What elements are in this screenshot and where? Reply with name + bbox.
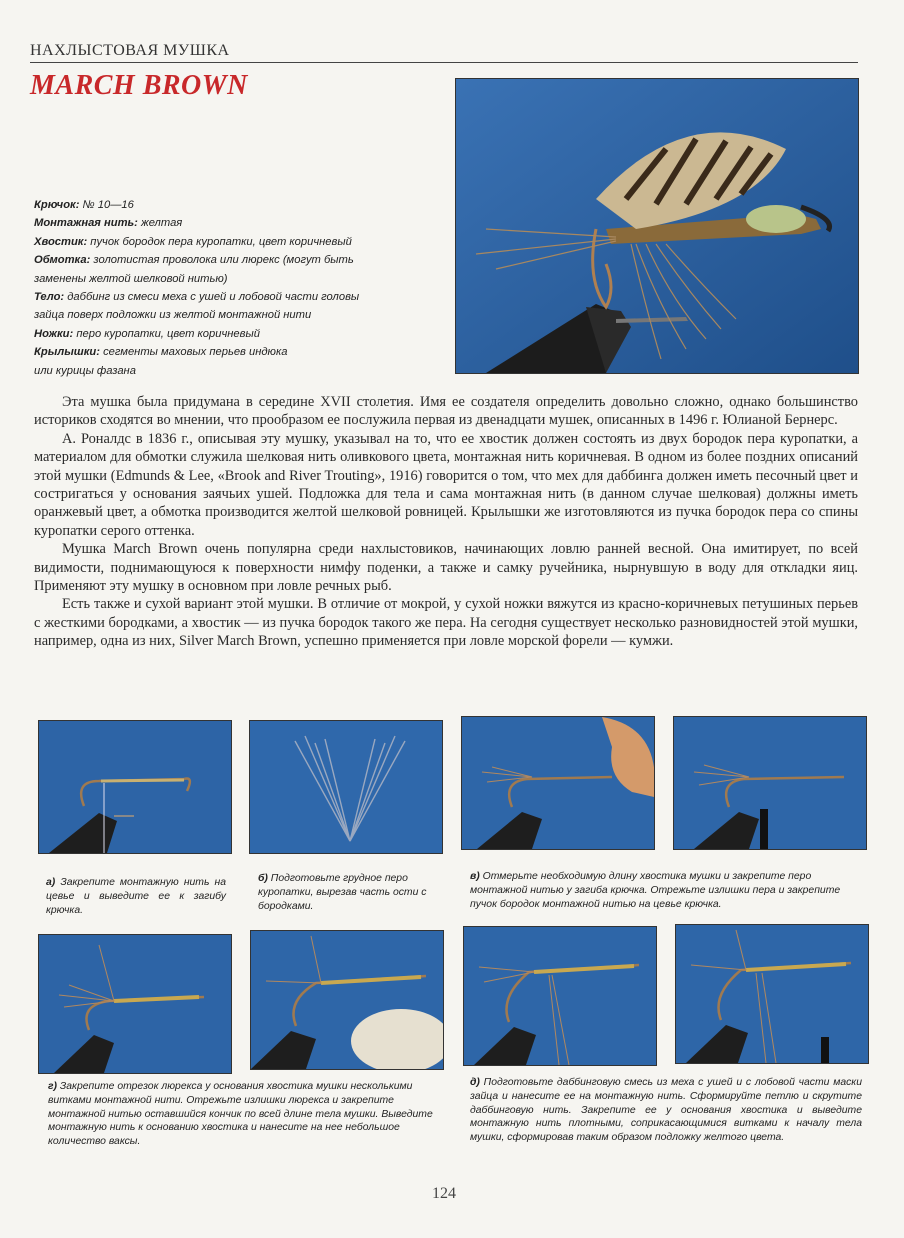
- step-photo-v: [461, 716, 655, 850]
- header-rule: [30, 62, 858, 63]
- caption-g: г) Закрепите отрезок люрекса у основания хвостика мушки несколькими витками монтажной нити. Отрежьте излишки люрекса и закрепите монтажной нитью оставшийся кончик по всей длине тела мушки. Выведите монтажную нить к основанию хвостика и нанесите на нее небольшое количество ваксы.: [48, 1081, 433, 1148]
- recipe-line-tail: Хвостик: пучок бородок пера куропатки, цвет коричневый: [34, 235, 352, 248]
- caption-v: в) Отмерьте необходимую длину хвостика мушки и закрепите перо монтажной нитью у загиба крючка. Отрежьте излишки пера и закрепите пучок бородок монтажной нитью на цевье крючка.: [470, 871, 841, 910]
- recipe-line-hook: Крючок: № 10—16: [34, 199, 134, 211]
- step-photo-a: [38, 720, 232, 854]
- article-body: [34, 393, 858, 651]
- caption-b: б) Подготовьте грудное перо куропатки, вырезав часть ости с бородками.: [258, 873, 427, 912]
- article-paragraph: А. Роналдс в 1836 г., описывая эту мушку, указывал на то, что ее хвостик должен состоять из двух бородок пера куропатки, а материалом для обмотки служила шелковая нить оливкового цвета, монтажная нить коричневая. В одном из более поздних описаний этой мушки (Edmunds & Lee, «Brook and River Trouting», 1916) говорится о том, что мех для даббинга должен иметь песочный цвет и состригаться у основания заячьих ушей. Подложка для тела и сама монтажная нить (в данном случае шелковая) должны иметь оранжевый цвет, а обмотка производится желтой шелковой ровницей. Крылышки же изготовляются из пучка бородок пера со спины куропатки серого оттенка.: [34, 430, 858, 539]
- section-label: НАХЛЫСТОВАЯ МУШКА: [30, 42, 230, 59]
- article-paragraph: Эта мушка была придумана в середине XVII столетия. Имя ее создателя определить довольно сложно, однако большинство историков сходятся во мнении, что прообразом ее послужила первая из двенадцати мушек, описанных в 1496 г. Юлианой Бернерс.: [34, 394, 858, 429]
- recipe-line-rib: Обмотка: золотистая проволока или люрекс (могут быть: [34, 254, 354, 267]
- caption-d: д) Подготовьте даббинговую смесь из меха с ушей и с лобовой части маски зайца и нанесите ее на монтажную нить. Сформируйте петлю и скрутите даббинговую нить. Закрепите ее у основания хвостика и выведите монтажную нить плотными, соприкасающимися витками к началу тела мушки, сформировав таким образом подложку желтого цвета.: [470, 1077, 862, 1144]
- recipe-line-thread: Монтажная нить: желтая: [34, 217, 183, 230]
- step-photo-d1: [463, 926, 657, 1066]
- step-photo-b: [249, 720, 443, 854]
- recipe-line-body-cont: зайца поверх подложки из желтой монтажной нити: [34, 309, 312, 322]
- article-paragraph: Есть также и сухой вариант этой мушки. В отличие от мокрой, у сухой ножки вяжутся из красно-коричневых петушиных перьев с жесткими бородками, а хвостик — из пучка бородок такого же пера. На сегодня существует несколько разновидностей этой мушки, например, одна из них, Silver March Brown, успешно применяется при ловле морской форели — кумжи.: [34, 596, 858, 650]
- caption-a: а) Закрепите монтажную нить на цевье и выведите ее к загибу крючка.: [46, 877, 226, 916]
- recipe-line-wings-cont: или курицы фазана: [34, 364, 136, 377]
- article-paragraph: Мушка March Brown очень популярна среди нахлыстовиков, начинающих ловлю ранней весной. Она имитирует, по всей видимости, поднимающуюся к поверхности нимфу поденки, а также и самку ручейника, нырнувшую в воду для откладки яиц. Применяют эту мушку в основном при ловле речных рыб.: [34, 541, 858, 595]
- recipe-line-wings: Крылышки: сегменты маховых перьев индюка: [34, 346, 288, 359]
- step-photo-v2: [673, 716, 867, 850]
- recipe-line-rib-cont: заменены желтой шелковой нитью): [34, 272, 228, 285]
- recipe-list: [34, 196, 434, 380]
- page-number: 124: [432, 1185, 456, 1202]
- hero-fly-photo: [455, 78, 859, 374]
- recipe-line-body: Тело: даббинг из смеси меха с ушей и лобовой части головы: [34, 291, 360, 304]
- step-photo-g1: [38, 934, 232, 1074]
- step-photo-d2: [675, 924, 869, 1064]
- recipe-line-legs: Ножки: перо куропатки, цвет коричневый: [34, 327, 260, 340]
- fly-title: MARCH BROWN: [30, 70, 248, 101]
- step-photo-g2: [250, 930, 444, 1070]
